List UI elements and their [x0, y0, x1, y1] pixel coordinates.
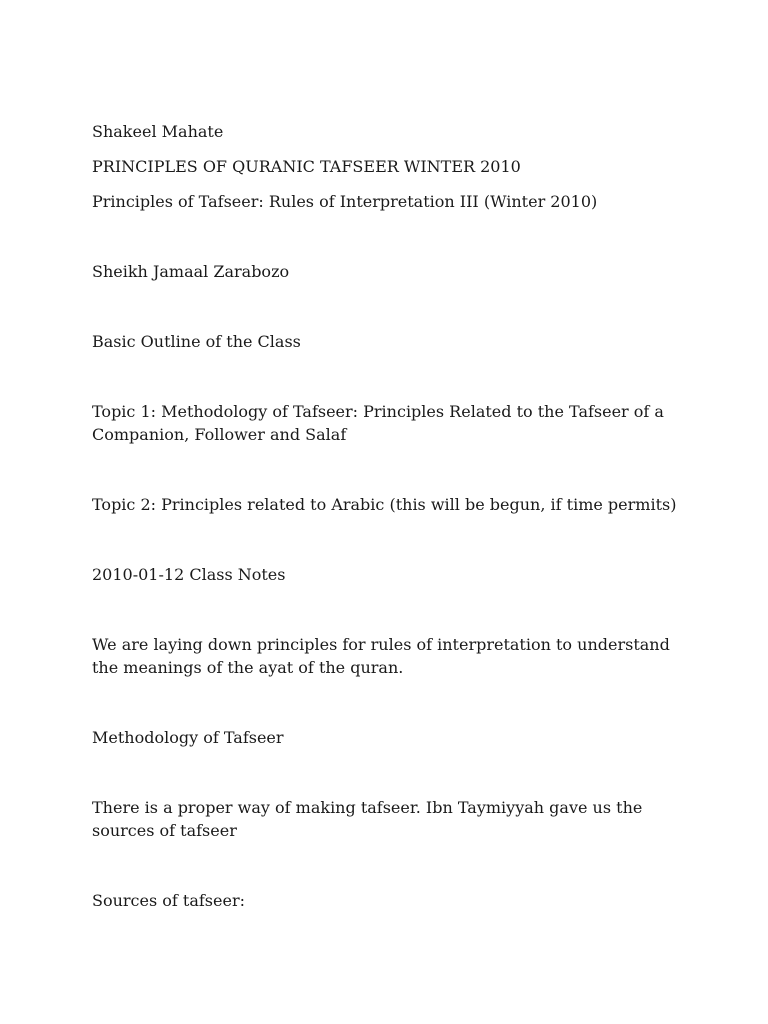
course-title: PRINCIPLES OF QURANIC TAFSEER WINTER 2010: [92, 157, 521, 176]
course-subtitle: Principles of Tafseer: Rules of Interpretation III (Winter 2010): [92, 192, 598, 211]
instructor-name: Sheikh Jamaal Zarabozo: [92, 262, 290, 281]
section-heading: Methodology of Tafseer: [92, 728, 284, 747]
notes-heading: 2010-01-12 Class Notes: [92, 565, 286, 584]
paragraph-1: We are laying down principles for rules of interpretation to understand the meanings of the ayat of the quran.: [92, 635, 670, 677]
topic-2: Topic 2: Principles related to Arabic (this will be begun, if time permits): [92, 495, 677, 514]
author-name: Shakeel Mahate: [92, 122, 224, 141]
outline-heading: Basic Outline of the Class: [92, 332, 301, 351]
sources-heading: Sources of tafseer:: [92, 891, 245, 910]
paragraph-2: There is a proper way of making tafseer. Ibn Taymiyyah gave us the sources of tafseer: [92, 798, 643, 840]
topic-1: Topic 1: Methodology of Tafseer: Principles Related to the Tafseer of a Companion, Follower and Salaf: [92, 402, 664, 444]
